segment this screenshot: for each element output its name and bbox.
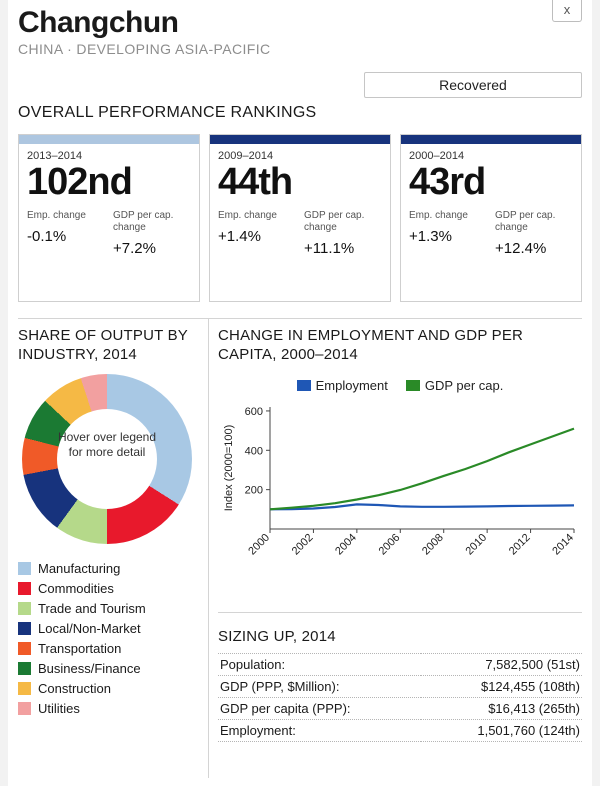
card-metric: [495, 210, 581, 257]
legend-label: Transportation: [38, 640, 122, 656]
industry-donut-chart: [22, 374, 192, 544]
legend-swatch-icon: [18, 642, 31, 655]
table-row: [218, 654, 582, 676]
ranking-card: [209, 134, 391, 302]
legend-swatch-icon: [297, 380, 311, 391]
ranking-card: [400, 134, 582, 302]
svg-text:600: 600: [244, 405, 263, 418]
line-chart-legend: [218, 378, 582, 393]
status-badge-label: Recovered: [439, 77, 507, 93]
card-metric-value: -0.1%: [27, 228, 67, 245]
legend-item-employment[interactable]: [297, 378, 388, 393]
legend-item-trade-and-tourism[interactable]: [18, 598, 204, 618]
card-accent-bar: [401, 135, 581, 144]
legend-item-construction[interactable]: [18, 678, 204, 698]
card-accent-bar: [210, 135, 390, 144]
donut-hint-text: Hover over legend for more detail: [57, 430, 157, 459]
svg-text:2014: 2014: [550, 531, 577, 558]
divider-horizontal: [18, 318, 582, 319]
region-subtitle: CHINA · DEVELOPING ASIA-PACIFIC: [18, 41, 271, 57]
card-metrics: [27, 210, 199, 257]
legend-swatch-icon: [18, 602, 31, 615]
svg-text:Index (2000=100): Index (2000=100): [223, 424, 235, 512]
line-chart-svg: [218, 399, 582, 599]
card-metric-label: GDP per cap. change: [495, 210, 556, 233]
sizing-label: GDP (PPP, $Million):: [218, 676, 421, 698]
legend-label: GDP per cap.: [424, 378, 504, 393]
table-row: [218, 698, 582, 720]
legend-item-manufacturing[interactable]: [18, 558, 204, 578]
legend-swatch-icon: [18, 582, 31, 595]
legend-item-utilities[interactable]: [18, 698, 204, 718]
table-row: [218, 676, 582, 698]
header: [0, 0, 600, 57]
page-title: Changchun: [18, 6, 179, 39]
legend-label: Manufacturing: [38, 560, 121, 576]
legend-label: Business/Finance: [38, 660, 141, 676]
svg-text:2008: 2008: [420, 531, 446, 558]
page-edge-right: [592, 0, 600, 786]
card-metric-value: +1.3%: [409, 228, 452, 245]
sizing-up-panel: [218, 628, 582, 742]
legend-label: Employment: [315, 378, 388, 393]
svg-text:200: 200: [244, 484, 263, 497]
legend-item-local-non-market[interactable]: [18, 618, 204, 638]
card-metric: [218, 210, 304, 257]
card-metric-label: Emp. change: [409, 210, 468, 221]
industry-legend: [18, 558, 204, 718]
card-metric-label: GDP per cap. change: [304, 210, 365, 233]
card-metric-value: +12.4%: [495, 240, 547, 257]
sizing-value: $16,413 (265th): [421, 698, 582, 720]
card-metric-value: +1.4%: [218, 228, 261, 245]
legend-swatch-icon: [18, 662, 31, 675]
sizing-up-title: SIZING UP, 2014: [218, 628, 336, 645]
svg-text:2002: 2002: [289, 531, 316, 558]
share-of-output-panel: [18, 326, 204, 718]
card-rank: 44th: [218, 161, 293, 203]
legend-label: Utilities: [38, 700, 80, 716]
sizing-up-table: [218, 653, 582, 742]
sizing-value: $124,455 (108th): [421, 676, 582, 698]
line-chart-title: CHANGE IN EMPLOYMENT AND GDP PER CAPITA, 2000–2014: [218, 327, 524, 363]
card-metric-value: +7.2%: [113, 240, 156, 257]
sizing-label: Employment:: [218, 720, 421, 742]
sizing-label: Population:: [218, 654, 421, 676]
card-metric-label: Emp. change: [27, 210, 86, 221]
share-panel-title: SHARE OF OUTPUT BY INDUSTRY, 2014: [18, 327, 188, 363]
svg-text:2004: 2004: [333, 531, 359, 558]
status-badge[interactable]: [364, 72, 582, 98]
card-metrics: [409, 210, 581, 257]
legend-label: Trade and Tourism: [38, 600, 146, 616]
divider-vertical: [208, 318, 209, 778]
legend-label: Construction: [38, 680, 111, 696]
card-rank: 43rd: [409, 161, 486, 203]
line-chart-plot: [218, 399, 582, 599]
legend-swatch-icon: [18, 702, 31, 715]
legend-label: Commodities: [38, 580, 114, 596]
card-metric: [409, 210, 495, 257]
page-edge-left: [0, 0, 8, 786]
svg-text:2000: 2000: [246, 531, 273, 558]
sizing-value: 7,582,500 (51st): [421, 654, 582, 676]
card-metric: [113, 210, 199, 257]
legend-item-commodities[interactable]: [18, 578, 204, 598]
divider-sizing: [218, 612, 582, 613]
card-metric-label: GDP per cap. change: [113, 210, 174, 233]
legend-swatch-icon: [18, 562, 31, 575]
card-metric-label: Emp. change: [218, 210, 277, 221]
card-years: 2000–2014: [409, 150, 465, 162]
svg-text:2012: 2012: [506, 531, 533, 558]
card-metrics: [218, 210, 390, 257]
svg-text:2006: 2006: [376, 531, 403, 558]
card-metric: [304, 210, 390, 257]
legend-item-gdp-per-cap[interactable]: [406, 378, 504, 393]
legend-swatch-icon: [18, 682, 31, 695]
table-row: [218, 720, 582, 742]
ranking-cards: [18, 134, 582, 302]
employment-gdp-panel: [218, 326, 582, 599]
ranking-card: [18, 134, 200, 302]
close-icon[interactable]: x: [552, 0, 582, 22]
card-metric-value: +11.1%: [304, 240, 355, 257]
card-years: 2009–2014: [218, 150, 274, 162]
card-metric: [27, 210, 113, 257]
card-years: 2013–2014: [27, 150, 83, 162]
legend-item-business-finance[interactable]: [18, 658, 204, 678]
card-rank: 102nd: [27, 161, 132, 203]
sizing-value: 1,501,760 (124th): [421, 720, 582, 742]
sizing-label: GDP per capita (PPP):: [218, 698, 421, 720]
svg-text:400: 400: [244, 445, 263, 458]
legend-swatch-icon: [406, 380, 420, 391]
legend-swatch-icon: [18, 622, 31, 635]
svg-text:2010: 2010: [463, 531, 490, 558]
legend-label: Local/Non-Market: [38, 620, 141, 636]
card-accent-bar: [19, 135, 199, 144]
legend-item-transportation[interactable]: [18, 638, 204, 658]
rankings-section-title: OVERALL PERFORMANCE RANKINGS: [18, 104, 317, 121]
